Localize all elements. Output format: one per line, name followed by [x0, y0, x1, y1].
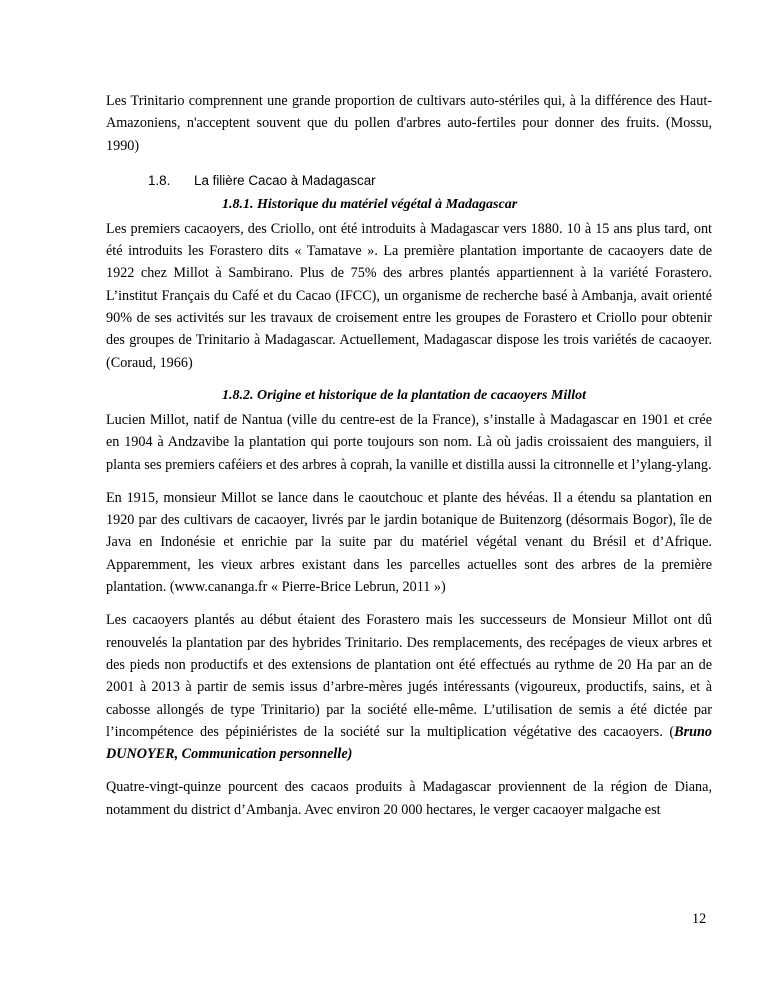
intro-paragraph: Les Trinitario comprennent une grande proportion de cultivars auto-stériles qui, à la différence des Haut-Amazoniens, n'acceptent souvent que du pollen d'arbres auto-fertiles pour donner des fruits. (Mossu, 1990)	[106, 93, 712, 154]
subsection-2-paragraph-1: Lucien Millot, natif de Nantua (ville du centre-est de la France), s’installe à Madagascar en 1901 et crée en 1904 à Andzavibe la plantation qui porte toujours son nom. Là où jadis croissaient des manguiers, il planta ses premiers caféiers et des arbres à coprah, la vanille et distilla aussi la citronnelle et l’ylang-ylang.	[106, 411, 712, 473]
subsection-2-paragraph-3	[106, 609, 712, 765]
subsection-2-paragraph-2: En 1915, monsieur Millot se lance dans le caoutchouc et plante des hévéas. Il a étendu sa plantation en 1920 par des cultivars de cacaoyer, livrés par le jardin botanique de Buitenzorg (désormais Bogor), île de Java en Indonésie et enrichie par la suite par du matériel végétal venant du Brésil et d’Afrique. Apparemment, les vieux arbres existant dans les parcelles actuelles sont des arbres de la première plantation. (www.cananga.fr « Pierre-Brice Lebrun, 2011 »)	[106, 489, 712, 596]
subsection-1-paragraph: Les premiers cacaoyers, des Criollo, ont été introduits à Madagascar vers 1880. 10 à 15 ans plus tard, ont été introduits les Forastero dits « Tamatave ». La première plantation importante de cacaoyers date de 1922 chez Millot à Sambirano. Plus de 75% des arbres plantés appartiennent à la variété Forastero. L’institut Français du Café et du Cacao (IFCC), un organisme de recherche basé à Ambanja, avait orienté 90% de ses activités sur les travaux de croisement entre les groupes de Forastero et Criollo pour obtenir des groupes de Trinitario à Madagascar. Actuellement, Madagascar dispose les trois variétés de cacaoyer. (Coraud, 1966)	[106, 220, 712, 371]
subsection-2-paragraph-4: Quatre-vingt-quinze pourcent des cacaos produits à Madagascar proviennent de la région de Diana, notamment du district d’Ambanja. Avec environ 20 000 hectares, le verger cacaoyer malgache est	[106, 779, 712, 818]
subsection-2-title: 1.8.2. Origine et historique de la plantation de cacaoyers Millot	[222, 387, 586, 403]
section-number: 1.8.	[148, 172, 171, 188]
page-number: 12	[692, 911, 707, 927]
section-title: La filière Cacao à Madagascar	[194, 172, 376, 188]
paragraph-3-citation: Bruno DUNOYER, Communication personnelle)	[106, 723, 712, 763]
section-heading	[148, 171, 712, 191]
document-page	[106, 90, 712, 821]
paragraph-3-text: Les cacaoyers plantés au début étaient des Forastero mais les successeurs de Monsieur Millot ont dû renouvelés la plantation par des hybrides Trinitario. Des remplacements, des recépages de vieux arbres et des pieds non productifs et des extensions de plantation ont été effectués au rythme de 20 Ha par an de 2001 à 2013 à partir de semis issus d’arbre-mères jugés intéressants (vigoureux, productifs, sains, et à cabosse allongés de type Trinitario) par la société elle-même. L’utilisation de semis a été dictée par l’incompétence des pépiniéristes de la société sur la multiplication végétative des cacaoyers. (	[106, 612, 712, 740]
subsection-1-title: 1.8.1. Historique du matériel végétal à Madagascar	[222, 196, 518, 212]
